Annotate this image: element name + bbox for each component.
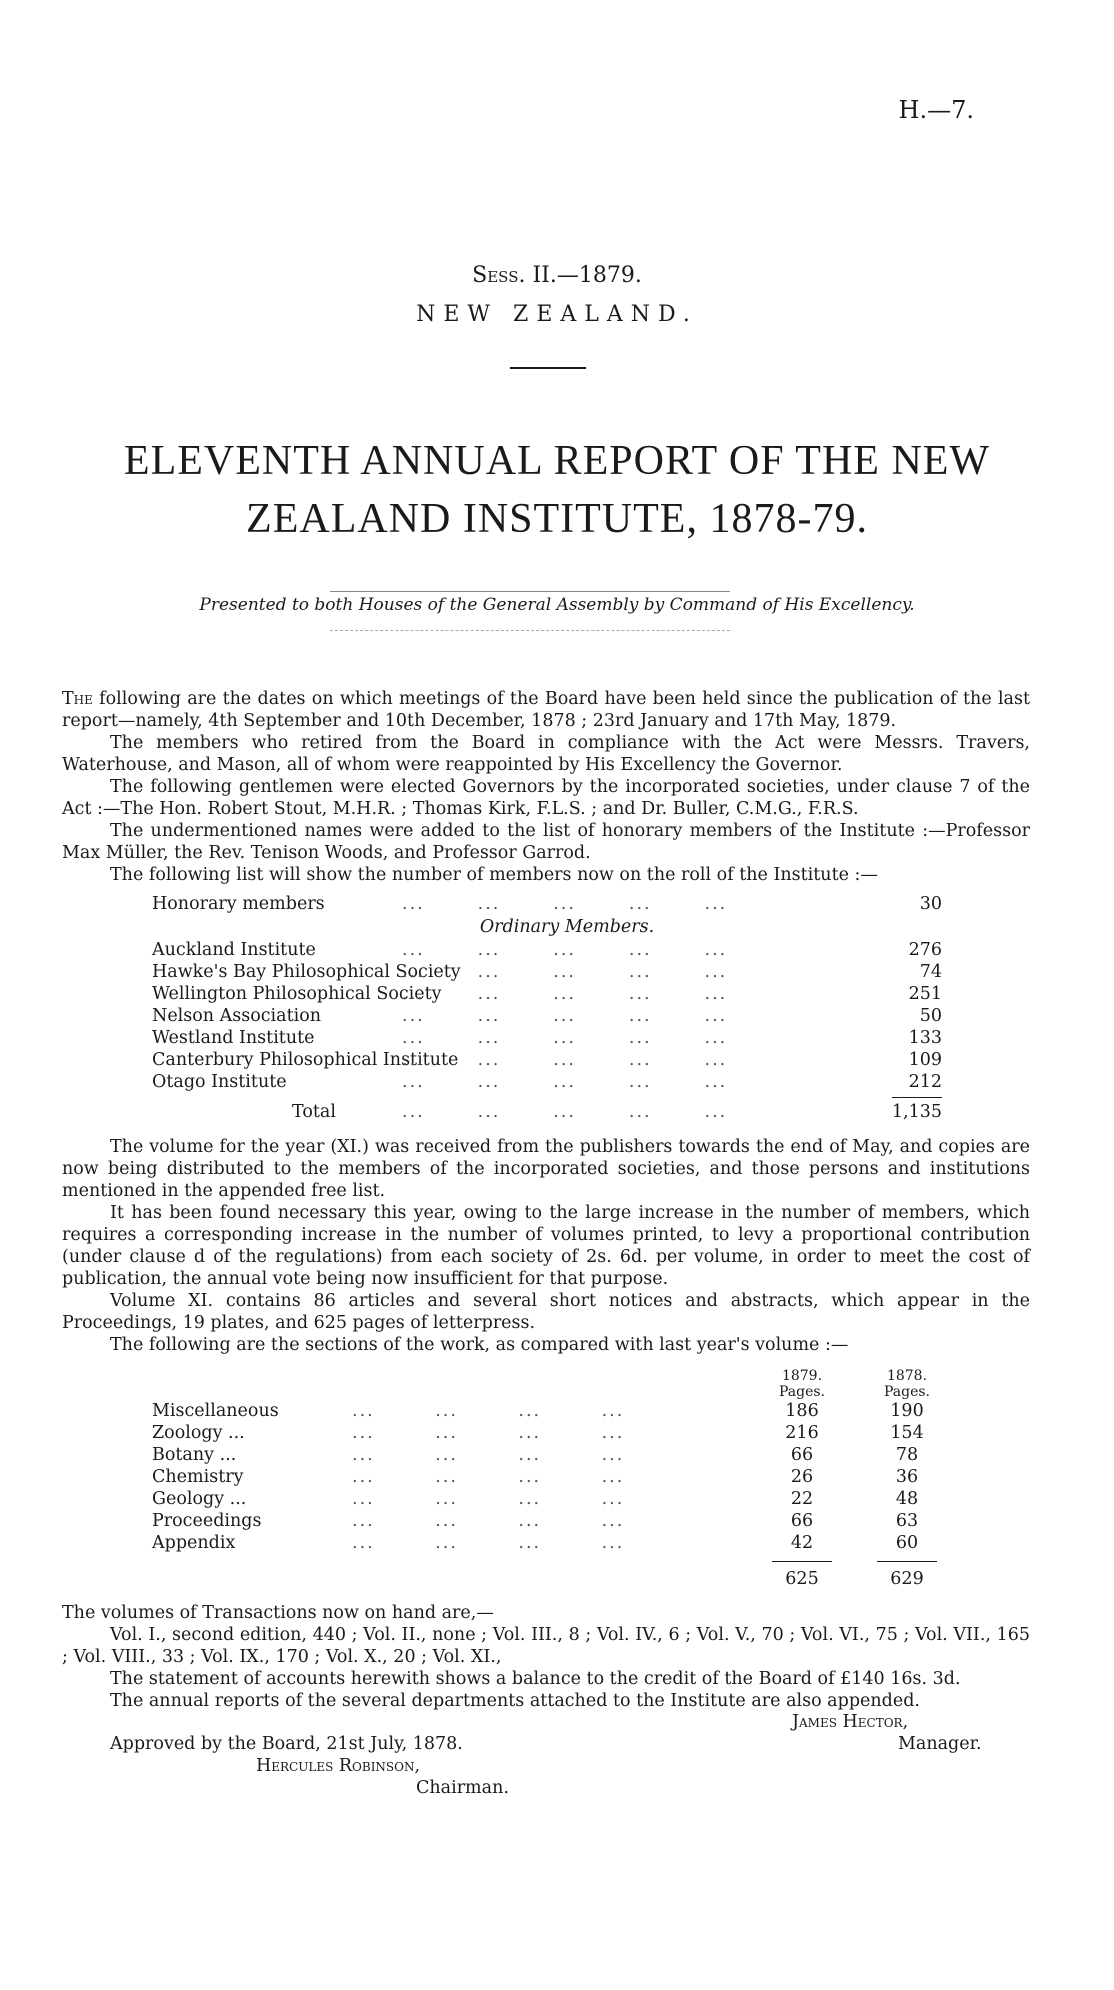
section-name: Geology ... xyxy=(152,1489,247,1509)
section-pages-1878: 60 xyxy=(895,1533,919,1553)
member-society-name: Canterbury Philosophical Institute xyxy=(152,1050,459,1070)
paragraph-reports: The annual reports of the several departments attached to the Institute are also appended. xyxy=(110,1691,920,1711)
session-prefix: Sess. xyxy=(472,263,526,288)
leader-dots: ... ... ... ... ... xyxy=(402,1102,728,1122)
total-value: 1,135 xyxy=(891,1102,942,1122)
leader-dots: ... ... ... ... xyxy=(352,1489,625,1509)
members-row xyxy=(152,1071,942,1093)
leader-dots: ... ... ... ... xyxy=(352,1467,625,1487)
sections-row xyxy=(152,1466,952,1488)
country-heading: NEW ZEALAND. xyxy=(416,302,698,327)
leader-dots: ... ... ... ... xyxy=(352,1445,625,1465)
member-count: 50 xyxy=(919,1006,942,1026)
member-count: 109 xyxy=(908,1050,942,1070)
section-name: Chemistry xyxy=(152,1467,244,1487)
paragraph-dates-text: following are the dates on which meetings of the Board have been held since the publication of the last report—namely, 4th September and 10th December, 1878 ; 23rd January and 17th May, 1879. xyxy=(62,689,1030,731)
member-count: 251 xyxy=(908,984,942,1004)
members-table xyxy=(152,893,942,1123)
presented-line: Presented to both Houses of the General Assembly by Command of His Excellency. xyxy=(199,595,915,615)
session-line xyxy=(0,263,1114,288)
members-row xyxy=(152,983,942,1005)
leader-dots: ... ... ... ... xyxy=(352,1401,625,1421)
member-count: 74 xyxy=(919,962,942,982)
leader-dots: ... ... ... ... ... xyxy=(402,1050,728,1070)
paragraph-volumes-list: Vol. I., second edition, 440 ; Vol. II., none ; Vol. III., 8 ; Vol. IV., 6 ; Vol. V., 70 ; Vol. VI., 75 ; Vol. VII., 165 ; Vol. VIII., 33 ; Vol. IX., 170 ; Vol. X., 20 ; Vol. XI., xyxy=(62,1625,1030,1667)
section-pages-1878: 190 xyxy=(890,1401,924,1421)
manager-title: Manager. xyxy=(898,1734,982,1754)
lead-word: The xyxy=(62,689,93,709)
leader-dots: ... ... ... ... xyxy=(352,1533,625,1553)
member-society-name: Hawke's Bay Philosophical Society xyxy=(152,962,461,982)
section-name: Miscellaneous xyxy=(152,1401,279,1421)
paragraph-list-intro: The following list will show the number of members now on the roll of the Institute :— xyxy=(110,865,878,885)
title-line-1: ELEVENTH ANNUAL REPORT OF THE NEW xyxy=(123,438,991,484)
closing-body xyxy=(62,1602,1030,1712)
sections-total-row xyxy=(152,1568,952,1590)
session-number: II.—1879. xyxy=(532,263,642,288)
chairman-name: Hercules Robinson, xyxy=(256,1756,421,1776)
paragraph-retired: The members who retired from the Board in compliance with the Act were Messrs. Travers, Waterhouse, and Mason, all of whom were reappointed by His Excellency the Governor. xyxy=(62,733,1030,775)
sections-total-rule xyxy=(152,1554,952,1568)
members-row-honorary xyxy=(152,893,942,915)
col-unit-1878: Pages. xyxy=(883,1384,931,1400)
leader-dots: ... ... ... ... ... xyxy=(402,940,728,960)
leader-dots: ... ... ... ... ... xyxy=(402,1028,728,1048)
section-name: Botany ... xyxy=(152,1445,237,1465)
manager-name: James Hector, xyxy=(792,1712,909,1732)
member-society-name: Auckland Institute xyxy=(152,940,316,960)
section-pages-1879: 26 xyxy=(790,1467,814,1487)
member-count: 212 xyxy=(908,1072,942,1092)
sections-row xyxy=(152,1444,952,1466)
section-name: Appendix xyxy=(152,1533,236,1553)
col-year-1879: 1879. xyxy=(781,1368,823,1384)
paragraph-accounts: The statement of accounts herewith shows a balance to the credit of the Board of £140 16s. 3d. xyxy=(110,1669,961,1689)
document-code: H.—7. xyxy=(898,96,974,124)
paragraph-volume: The volume for the year (XI.) was received from the publishers towards the end of May, and copies are now being distributed to the members of the incorporated societies, and those persons and institutions mentioned in the appended free list. xyxy=(62,1137,1030,1201)
section-pages-1879: 216 xyxy=(785,1423,819,1443)
paragraph-transactions: The volumes of Transactions now on hand are,— xyxy=(62,1603,494,1623)
intro-body xyxy=(62,688,1030,886)
section-pages-1879: 186 xyxy=(785,1401,819,1421)
member-society-name: Westland Institute xyxy=(152,1028,315,1048)
chairman-title: Chairman. xyxy=(416,1778,509,1798)
approved-line: Approved by the Board, 21st July, 1878. xyxy=(110,1734,463,1754)
section-pages-1878: 154 xyxy=(890,1423,924,1443)
members-row xyxy=(152,1049,942,1071)
total-rule xyxy=(152,1093,942,1101)
presented-rule-top xyxy=(330,591,730,592)
leader-dots: ... ... ... ... ... xyxy=(402,1006,728,1026)
leader-dots: ... ... ... ... ... xyxy=(402,984,728,1004)
members-row-total xyxy=(152,1101,942,1123)
member-count: 276 xyxy=(908,940,942,960)
paragraph-governors: The following gentlemen were elected Governors by the incorporated societies, under clause 7 of the Act :—The Hon. Robert Stout, M.H.R. ; Thomas Kirk, F.L.S. ; and Dr. Buller, C.M.G., F.R.S. xyxy=(62,777,1030,819)
total-1878: 629 xyxy=(890,1569,924,1589)
members-label: Honorary members xyxy=(152,894,325,914)
sections-row xyxy=(152,1532,952,1554)
member-society-name: Wellington Philosophical Society xyxy=(152,984,442,1004)
sections-header-years xyxy=(152,1368,952,1384)
col-year-1878: 1878. xyxy=(886,1368,928,1384)
title-line-2: ZEALAND INSTITUTE, 1878-79. xyxy=(246,496,868,542)
paragraph-contents: Volume XI. contains 86 articles and several short notices and abstracts, which appear in the Proceedings, 19 plates, and 625 pages of letterpress. xyxy=(62,1291,1030,1333)
paragraph-levy: It has been found necessary this year, owing to the large increase in the number of members, which requires a corresponding increase in the number of volumes printed, to levy a proportional contribution (under clause d of the regulations) from each society of 2s. 6d. per volume, in order to meet the cost of publication, the annual vote being now insufficient for that purpose. xyxy=(62,1203,1030,1289)
total-1879: 625 xyxy=(785,1569,819,1589)
col-unit-1879: Pages. xyxy=(778,1384,826,1400)
section-pages-1879: 22 xyxy=(790,1489,814,1509)
heading-divider xyxy=(510,367,586,369)
leader-dots: ... ... ... ... ... xyxy=(402,894,728,914)
section-pages-1878: 48 xyxy=(895,1489,919,1509)
member-society-name: Nelson Association xyxy=(152,1006,322,1026)
presented-rule-bottom xyxy=(330,630,730,631)
sections-table xyxy=(152,1368,952,1590)
sections-header-units xyxy=(152,1384,952,1400)
leader-dots: ... ... ... ... xyxy=(352,1423,625,1443)
member-count: 133 xyxy=(908,1028,942,1048)
members-value: 30 xyxy=(919,894,942,914)
members-row xyxy=(152,939,942,961)
members-row xyxy=(152,1027,942,1049)
sections-row xyxy=(152,1422,952,1444)
middle-body xyxy=(62,1136,1030,1356)
section-pages-1878: 36 xyxy=(895,1467,919,1487)
total-label: Total xyxy=(292,1102,336,1122)
paragraph-honorary: The undermentioned names were added to the list of honorary members of the Institute :—Professor Max Müller, the Rev. Tenison Woods, and Professor Garrod. xyxy=(62,821,1030,863)
leader-dots: ... ... ... ... ... xyxy=(402,962,728,982)
section-pages-1879: 66 xyxy=(790,1511,814,1531)
sections-row xyxy=(152,1510,952,1532)
members-row xyxy=(152,1005,942,1027)
member-society-name: Otago Institute xyxy=(152,1072,287,1092)
section-pages-1879: 66 xyxy=(790,1445,814,1465)
ordinary-heading: Ordinary Members. xyxy=(479,917,655,937)
sections-row xyxy=(152,1488,952,1510)
leader-dots: ... ... ... ... xyxy=(352,1511,625,1531)
paragraph-dates xyxy=(62,688,1030,732)
section-name: Proceedings xyxy=(152,1511,262,1531)
members-row xyxy=(152,961,942,983)
section-pages-1879: 42 xyxy=(790,1533,814,1553)
paragraph-sections-intro: The following are the sections of the work, as compared with last year's volume :— xyxy=(110,1335,849,1355)
section-name: Zoology ... xyxy=(152,1423,245,1443)
leader-dots: ... ... ... ... ... xyxy=(402,1072,728,1092)
section-pages-1878: 63 xyxy=(895,1511,919,1531)
report-title xyxy=(0,432,1114,548)
section-pages-1878: 78 xyxy=(895,1445,919,1465)
sections-row xyxy=(152,1400,952,1422)
